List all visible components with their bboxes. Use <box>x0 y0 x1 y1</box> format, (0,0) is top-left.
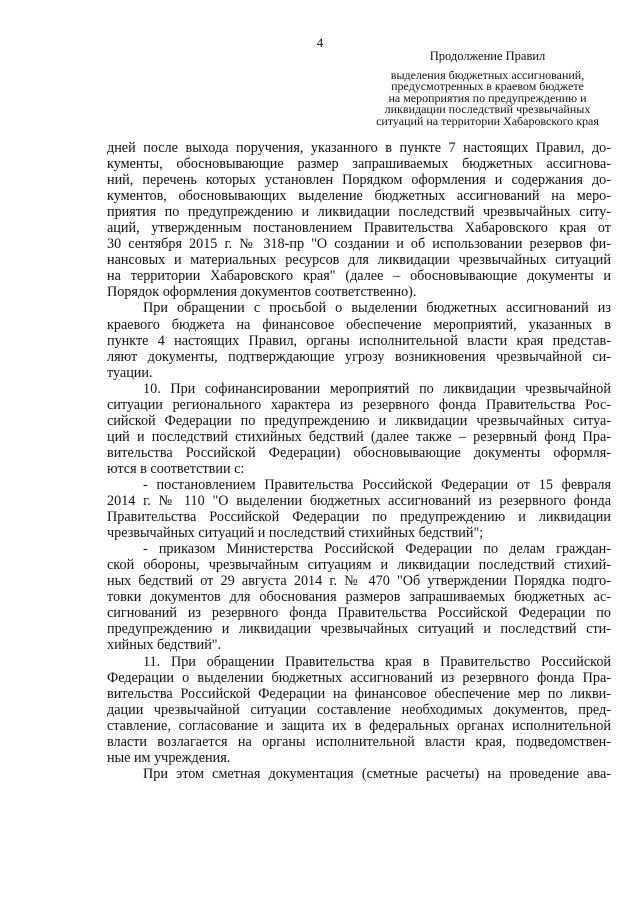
text-line: ляют документы, подтверждающие угрозу возникновения чрезвычайной си- <box>107 348 611 365</box>
text-line: товки документов для обоснования размеров запрашиваемых бюджетных ас- <box>107 589 611 606</box>
paragraph-item-11 <box>107 654 611 766</box>
paragraph <box>107 300 611 380</box>
text-line: хийных бедствий". <box>107 637 222 654</box>
text-line: сигнований из резервного фонда Правительства Российской Федерации по <box>107 605 611 622</box>
text-line: власти возлагается на органы исполнительной власти края, подведомствен- <box>107 733 611 750</box>
text-line: туации. <box>107 364 153 381</box>
text-line: Федерации о выделении бюджетных ассигнований из резервного фонда Пра- <box>107 669 611 686</box>
text-line: 2014 г. № 110 "О выделении бюджетных ассигнований из резервного фонда <box>107 493 611 510</box>
header-title: Продолжение Правил <box>429 49 546 63</box>
text-line: - постановлением Правительства Российской Федерации от 15 февраля <box>143 476 611 493</box>
text-line: 11. При обращении Правительства края в Правительство Российской <box>143 653 611 670</box>
list-item <box>107 541 611 653</box>
header-line: на мероприятия по предупреждению и <box>388 90 587 105</box>
text-line: - приказом Министерства Российской Федерации по делам граждан- <box>143 541 611 558</box>
text-line: ситуации регионального характера из резервного фонда Правительства Рос- <box>107 396 611 413</box>
page-number: 4 <box>316 35 324 50</box>
paragraph-item-10 <box>107 381 611 477</box>
text-line: пункте 4 настоящих Правил, органы исполнительной власти края представ- <box>107 332 611 349</box>
text-line: аций, утвержденным постановлением Правительства Хабаровского края от <box>107 220 611 237</box>
document-body <box>107 140 611 782</box>
text-line: дней после выхода поручения, указанного в пункте 7 настоящих Правил, до- <box>107 140 611 156</box>
text-line: 30 сентября 2015 г. № 318-пр "О создании и об использовании резервов фи- <box>107 236 611 253</box>
text-line: ской обороны, чрезвычайным ситуациям и ликвидации последствий стихий- <box>107 557 611 574</box>
text-line: нансовых и материальных ресурсов для ликвидации чрезвычайных ситуаций <box>107 252 611 269</box>
text-line: Правительства Российской Федерации по предупреждению и ликвидации <box>107 509 611 526</box>
text-line: ные им учреждения. <box>107 749 231 766</box>
paragraph <box>107 766 611 782</box>
text-line: вительства Российской Федерации) обосновывающие документы оформля- <box>107 444 611 461</box>
text-line: ций и последствий стихийных бедствий (далее также – резервный фонд Пра- <box>107 428 611 445</box>
text-line: сийской Федерации по предупреждению и ликвидации чрезвычайных ситуа- <box>107 412 611 429</box>
text-line: краевого бюджета на финансовое обеспечение мероприятий, указанных в <box>107 316 611 333</box>
list-item <box>107 477 611 541</box>
text-line: чрезвычайных ситуаций и последствий стихийных бедствий"; <box>107 525 484 542</box>
paragraph <box>107 140 611 300</box>
header-block <box>350 50 625 127</box>
text-line: дации чрезвычайной ситуации составление необходимых документов, пред- <box>107 701 611 718</box>
text-line: ются в соответствии с: <box>107 460 245 477</box>
header-line: предусмотренных в краевом бюджете <box>391 79 584 94</box>
text-line: вительства Российской Федерации на финансовое обеспечение мер по ликви- <box>107 685 611 702</box>
text-line: ставление, согласование и защита их в федеральных органах исполнительной <box>107 717 611 734</box>
text-line: ных бедствий от 29 августа 2014 г. № 470 "Об утверждении Порядка подго- <box>107 573 611 590</box>
text-line: При обращении с просьбой о выделении бюджетных ассигнований из <box>143 300 611 317</box>
text-line: При этом сметная документация (сметные расчеты) на проведение ава- <box>143 765 611 782</box>
text-line: ний, перечень которых установлен Порядком оформления и содержания до- <box>107 172 611 189</box>
header-line: ликвидации последствий чрезвычайных <box>384 102 591 117</box>
text-line: кументы, обосновывающие размер запрашиваемых бюджетных ассигнова- <box>107 156 611 173</box>
text-line: кументов, обосновывающих выделение бюджетных ассигнований на меро- <box>107 188 611 205</box>
text-line: на территории Хабаровского края" (далее – обосновывающие документы и <box>107 268 611 285</box>
text-line: 10. При софинансировании мероприятий по ликвидации чрезвычайной <box>143 380 611 397</box>
text-line: приятия по предупреждению и ликвидации последствий чрезвычайных ситу- <box>107 204 611 221</box>
text-line: Порядок оформления документов соответственно). <box>107 284 417 301</box>
header-line: выделения бюджетных ассигнований, <box>390 68 585 82</box>
header-line: ситуаций на территории Хабаровского края <box>376 113 599 128</box>
text-line: предупреждению и ликвидации чрезвычайных ситуаций и последствий сти- <box>107 621 611 638</box>
